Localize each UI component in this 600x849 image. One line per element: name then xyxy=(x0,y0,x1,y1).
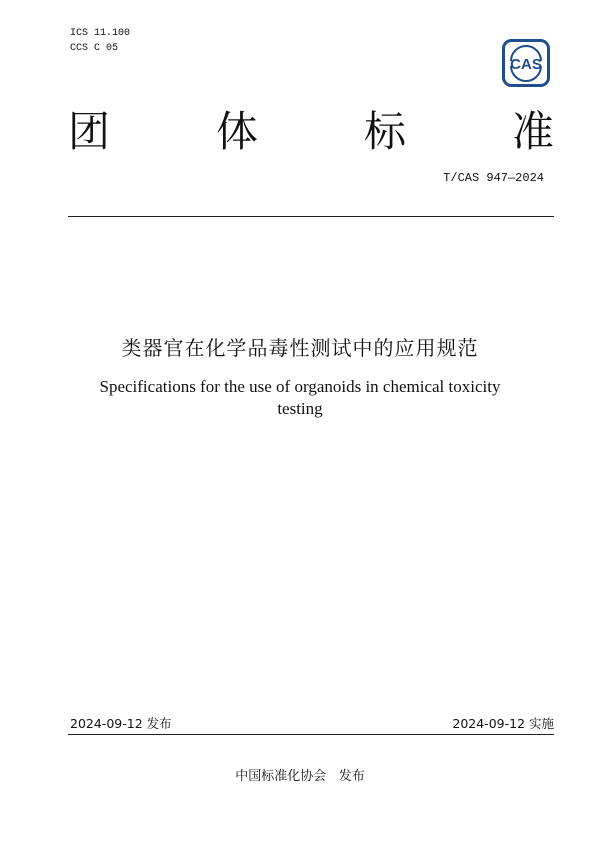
ccs-code: CCS C 05 xyxy=(70,43,119,54)
standard-number: T/CAS 947—2024 xyxy=(443,171,544,185)
doc-type-char: 准 xyxy=(511,107,554,156)
classification-codes xyxy=(70,26,130,56)
title-english-line: Specifications for the use of organoids in chemical toxicity xyxy=(99,377,501,396)
cas-logo-text: CAS xyxy=(510,56,542,73)
top-divider xyxy=(68,216,554,217)
release-date: 2024-09-12 发布 xyxy=(70,716,172,731)
publisher: 中国标准化协会 发布 xyxy=(235,769,365,784)
doc-type-char: 团 xyxy=(68,107,111,156)
doc-type-char: 体 xyxy=(215,107,258,156)
ics-code: ICS 11.100 xyxy=(70,28,131,39)
doc-type-char: 标 xyxy=(363,107,406,156)
title-chinese: 类器官在化学品毒性测试中的应用规范 xyxy=(121,336,479,360)
title-english xyxy=(60,376,540,420)
document-type xyxy=(68,106,554,158)
implement-date: 2024-09-12 实施 xyxy=(452,716,554,731)
bottom-divider xyxy=(68,734,554,735)
cas-logo xyxy=(502,39,550,87)
title-english-line: testing xyxy=(277,399,323,418)
